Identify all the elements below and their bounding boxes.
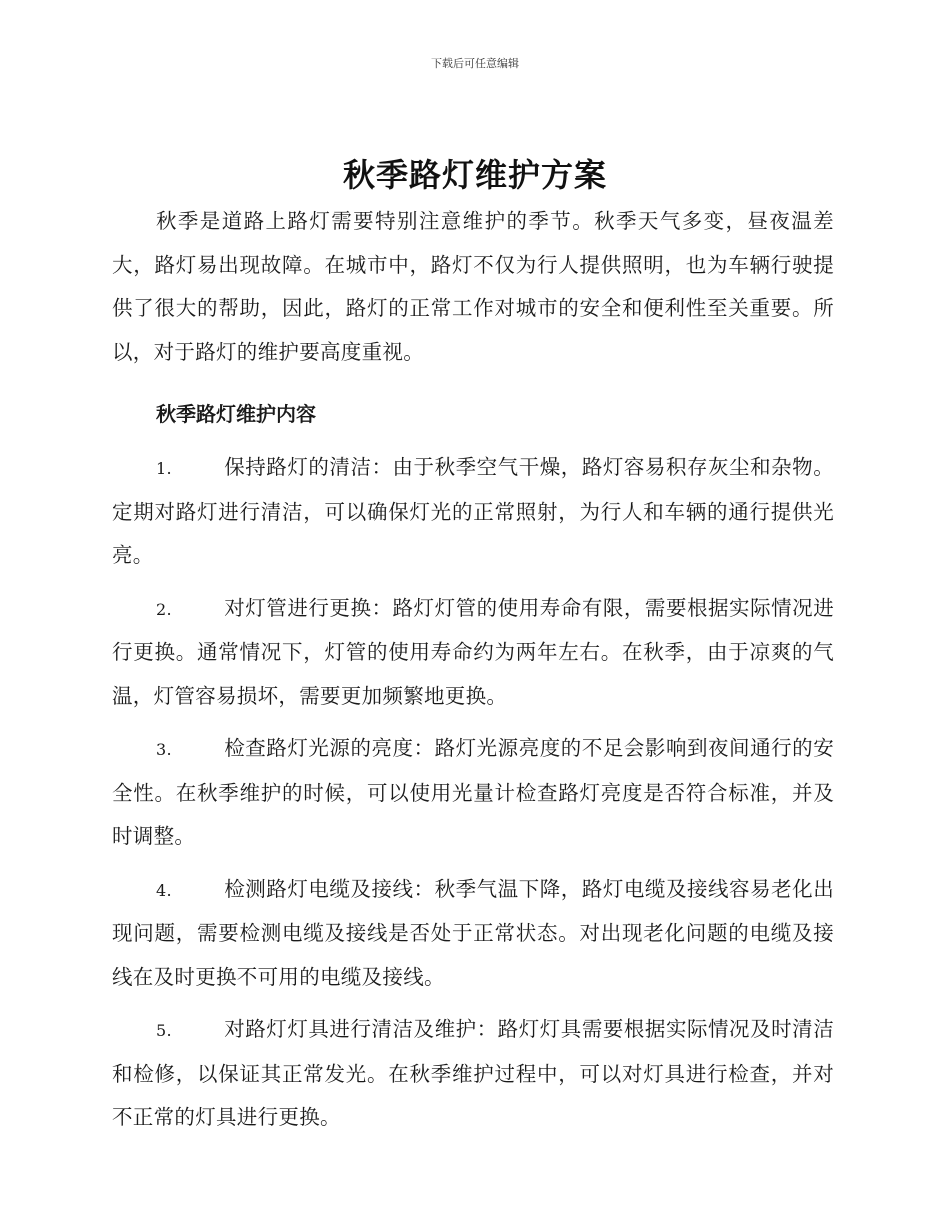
list-item-text: 对灯管进行更换：路灯灯管的使用寿命有限，需要根据实际情况进行更换。通常情况下，灯管的使用寿命约为两年左右。在秋季，由于凉爽的气温，灯管容易损坏，需要更加频繁地更换。 xyxy=(112,595,834,708)
section-heading: 秋季路灯维护内容 xyxy=(156,402,316,426)
list-item-3 xyxy=(112,727,834,859)
list-item-2 xyxy=(112,587,834,719)
list-item-number: 2. xyxy=(156,599,172,619)
list-item-4 xyxy=(112,868,834,1000)
list-item-number: 1. xyxy=(156,459,172,478)
list-item-text: 保持路灯的清洁：由于秋季空气干燥，路灯容易积存灰尘和杂物。定期对路灯进行清洁，可以确保灯光的正常照射，为行人和车辆的通行提供光亮。 xyxy=(112,455,834,567)
list-item-text: 检查路灯光源的亮度：路灯光源亮度的不足会影响到夜间通行的安全性。在秋季维护的时候，可以使用光量计检查路灯亮度是否符合标准，并及时调整。 xyxy=(112,736,834,848)
document-body xyxy=(112,200,834,1140)
header-note: 下载后可任意编辑 xyxy=(431,57,519,70)
list-item-5 xyxy=(112,1008,834,1140)
document-title: 秋季路灯维护方案 xyxy=(342,156,607,194)
list-item-text: 检测路灯电缆及接线：秋季气温下降，路灯电缆及接线容易老化出现问题，需要检测电缆及接线是否处于正常状态。对出现老化问题的电缆及接线在及时更换不可用的电缆及接线。 xyxy=(112,876,834,989)
list-item-number: 4. xyxy=(156,880,172,900)
intro-paragraph: 秋季是道路上路灯需要特别注意维护的季节。秋季天气多变，昼夜温差大，路灯易出现故障。在城市中，路灯不仅为行人提供照明，也为车辆行驶提供了很大的帮助，因此，路灯的正常工作对城市的安全和便利性至关重要。所以，对于路灯的维护要高度重视。 xyxy=(112,209,834,364)
list-item-text: 对路灯灯具进行清洁及维护：路灯灯具需要根据实际情况及时清洁和检修，以保证其正常发光。在秋季维护过程中，可以对灯具进行检查，并对不正常的灯具进行更换。 xyxy=(112,1017,834,1129)
list-item-number: 5. xyxy=(156,1021,172,1040)
list-item-1 xyxy=(112,446,834,578)
list-item-number: 3. xyxy=(156,740,172,759)
